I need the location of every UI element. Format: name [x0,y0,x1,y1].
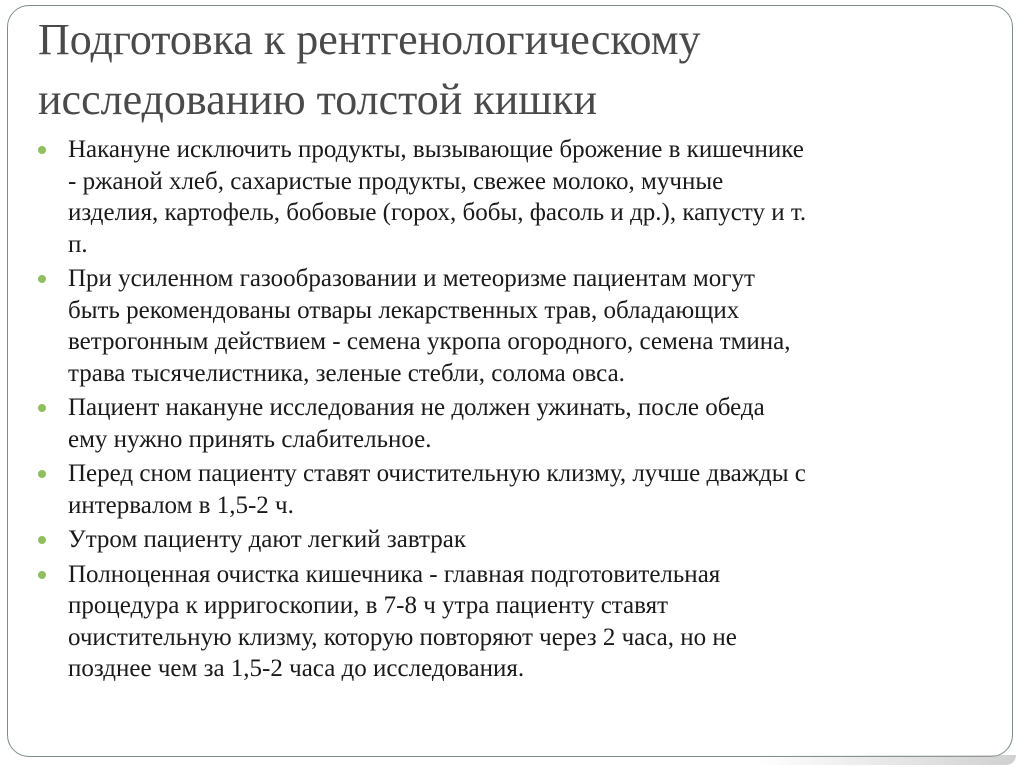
slide-corner-shadow [756,755,1016,765]
bullet-dot-icon [38,146,46,154]
bullet-dot-icon [38,571,46,579]
bullet-dot-icon [38,470,46,478]
bullet-6-line-2: процедура к ирригоскопии, в 7-8 ч утра пациенту ставят [68,592,669,619]
bullet-3-line-1: Пациент накануне исследования не должен ужинать, после обеда [68,394,765,421]
bullet-4-line-2: интервалом в 1,5-2 ч. [68,491,294,519]
bullet-item-1 [36,134,996,260]
bullet-6-line-1: Полноценная очистка кишечника - главная подготовительная [68,560,721,588]
bullet-item-2 [36,263,996,389]
bullet-2-line-4: трава тысячелистника, зеленые стебли, солома овса. [68,359,625,387]
bullet-dot-icon [38,536,46,544]
slide-title-line-2: исследованию толстой кишки [38,75,598,124]
bullet-item-3 [36,392,996,455]
bullet-2-line-2: быть рекомендованы отвары лекарственных трав, обладающих [68,296,740,324]
bullet-1-line-4: п. [68,230,88,258]
bullet-6-line-4: позднее чем за 1,5-2 часа до исследования. [68,655,525,682]
bullet-6-line-3: очистительную клизму, которую повторяют через 2 часа, но не [68,623,737,651]
slide-title-line-1: Подготовка к рентгенологическому [38,15,701,64]
bullet-5-line-1: Утром пациенту дают легкий завтрак [68,526,467,553]
bullet-2-line-1: При усиленном газообразовании и метеоризме пациентам могут [68,265,755,292]
slide-title [38,10,998,130]
bullet-4-line-1: Перед сном пациенту ставят очистительную клизму, лучше дважды с [68,460,806,487]
bullet-1-line-2: - ржаной хлеб, сахаристые продукты, свежее молоко, мучные [68,167,724,195]
bullet-item-4 [36,458,996,521]
bullet-2-line-3: ветрогонным действием - семена укропа огородного, семена тмина, [68,328,791,355]
bullet-1-line-1: Накануне исключить продукты, вызывающие брожение в кишечнике [68,136,804,163]
bullet-item-5 [36,524,996,556]
bullet-3-line-2: ему нужно принять слабительное. [68,425,432,453]
bullet-1-line-3: изделия, картофель, бобовые (горох, бобы, фасоль и др.), капусту и т. [68,199,807,226]
bullet-item-6 [36,559,996,685]
bullet-dot-icon [38,275,46,283]
bullet-list [36,134,996,688]
bullet-dot-icon [38,404,46,412]
